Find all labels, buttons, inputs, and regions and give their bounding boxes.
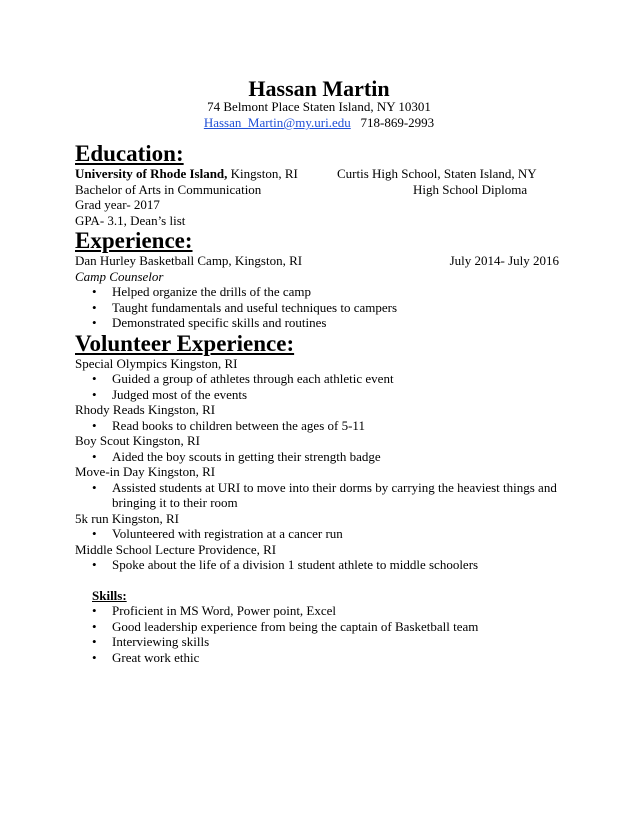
skills-heading: Skills:: [92, 587, 127, 603]
experience-row: [75, 253, 559, 269]
address: 74 Belmont Place Staten Island, NY 10301: [207, 99, 431, 114]
skills-list: [75, 603, 559, 665]
list-item: • Judged most of the events: [75, 387, 559, 403]
candidate-name: Hassan Martin: [248, 76, 390, 101]
job-role: Camp Counselor: [75, 268, 164, 284]
list-item: • Assisted students at URI to move into their dorms by carrying the heaviest things and bringing it to their room: [75, 480, 559, 511]
resume-content: [75, 141, 559, 665]
volunteer-org: Move-in Day Kingston, RI: [75, 464, 216, 479]
list-item: • Good leadership experience from being the captain of Basketball team: [75, 619, 559, 635]
list-item: • Great work ethic: [75, 650, 559, 666]
education-heading: Education:: [75, 141, 184, 166]
experience-bullets: [75, 284, 559, 331]
university-line: [75, 166, 337, 182]
list-item: • Demonstrated specific skills and routines: [75, 315, 559, 331]
high-school-diploma: High School Diploma: [413, 181, 528, 197]
volunteer-bullets: [75, 418, 559, 434]
volunteer-bullets: [75, 449, 559, 465]
experience-heading: Experience:: [75, 228, 193, 253]
volunteer-bullets: [75, 480, 559, 511]
phone: [354, 115, 434, 130]
employer: Dan Hurley Basketball Camp, Kingston, RI: [75, 253, 303, 268]
degree: Bachelor of Arts in Communication: [75, 181, 262, 197]
gpa: GPA- 3.1, Dean’s list: [75, 212, 186, 228]
list-item: • Proficient in MS Word, Power point, Excel: [75, 603, 559, 619]
contact-line: [0, 115, 638, 131]
experience-dates: July 2014- July 2016: [449, 253, 559, 268]
list-item: • Spoke about the life of a division 1 student athlete to middle schoolers: [75, 557, 559, 573]
volunteer-org: Special Olympics Kingston, RI: [75, 355, 238, 371]
list-item: • Volunteered with registration at a cancer run: [75, 526, 559, 542]
volunteer-bullets: [75, 526, 559, 542]
list-item: • Interviewing skills: [75, 634, 559, 650]
volunteer-org: Boy Scout Kingston, RI: [75, 433, 200, 448]
list-item: • Read books to children between the ages of 5-11: [75, 418, 559, 434]
email-link[interactable]: Hassan_Martin@my.uri.edu: [203, 115, 351, 130]
list-item: • Helped organize the drills of the camp: [75, 284, 559, 300]
volunteer-heading: Volunteer Experience:: [75, 330, 295, 356]
volunteer-bullets: [75, 557, 559, 573]
education-row-1: [75, 166, 559, 182]
volunteer-bullets: [75, 371, 559, 402]
list-item: • Aided the boy scouts in getting their strength badge: [75, 449, 559, 465]
list-item: • Taught fundamentals and useful techniques to campers: [75, 300, 559, 316]
phone-number: 718-869-2993: [360, 115, 435, 130]
volunteer-org: 5k run Kingston, RI: [75, 510, 179, 526]
high-school-name: Curtis High School, Staten Island, NY: [337, 166, 537, 181]
list-item: • Guided a group of athletes through each athletic event: [75, 371, 559, 387]
volunteer-org: Rhody Reads Kingston, RI: [75, 402, 216, 417]
grad-year: Grad year- 2017: [75, 197, 160, 212]
education-row-2: [75, 182, 559, 198]
university-name: University of Rhode Island,: [75, 166, 228, 181]
volunteer-org: Middle School Lecture Providence, RI: [75, 541, 277, 557]
university-location: Kingston, RI: [227, 166, 298, 181]
